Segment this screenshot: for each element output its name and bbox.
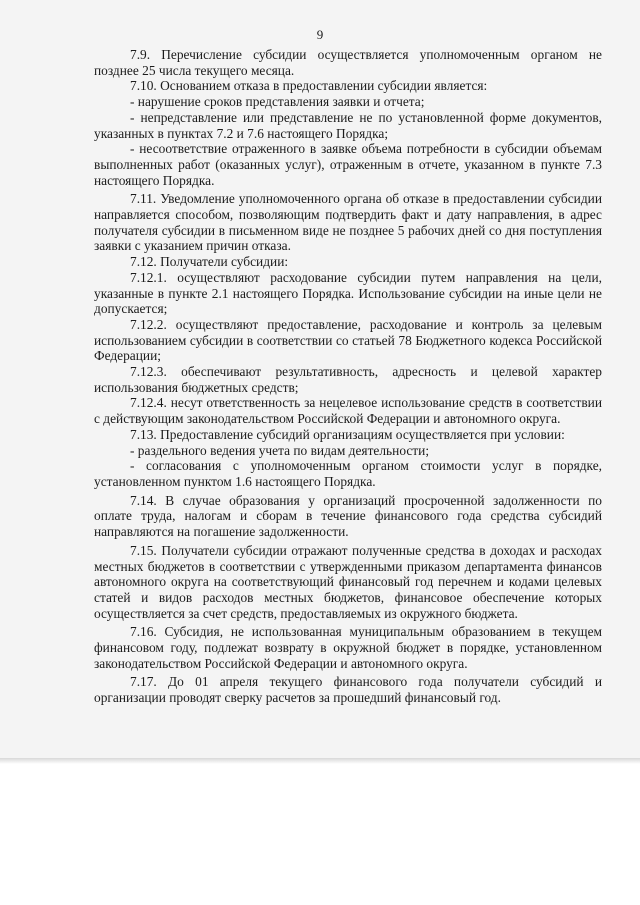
paragraph-7-11: 7.11. Уведомление уполномоченного органа об отказе в предоставлении субсидии направляется способом, позволяющим подтвердить факт и дату направления, в адрес получателя субсидии в письменном виде не позднее 5 рабочих дней со дня поступления заявки с указанием причин отказа.	[94, 191, 602, 254]
paragraph-7-14: 7.14. В случае образования у организаций просроченной задолженности по оплате труда, налогам и сборам в течение финансового года средства субсидий направляются на погашение задолженности.	[94, 492, 602, 540]
paragraph-7-10-item-1: - нарушение сроков представления заявки и отчета;	[130, 94, 425, 110]
document-body	[94, 47, 602, 706]
paragraph-7-16: 7.16. Субсидия, не использованная муниципальным образованием в текущем финансовом году, подлежат возврату в окружной бюджет в порядке, установленном законодательством Российской Федерации и автономного округа.	[94, 624, 602, 671]
paragraph-7-13: 7.13. Предоставление субсидий организациям осуществляется при условии:	[130, 426, 565, 442]
paragraph-7-12-1: 7.12.1. осуществляют расходование субсидии путем направления на цели, указанные в пункте 2.1 настоящего Порядка. Использование субсидии на иные цели не допускается;	[94, 269, 602, 317]
paragraph-7-12: 7.12. Получатели субсидии:	[130, 254, 289, 270]
paragraph-7-13-item-2: - согласования с уполномоченным органом стоимости услуг в порядке, установленном пунктом 1.6 настоящего Порядка.	[94, 458, 602, 489]
paragraph-7-9: 7.9. Перечисление субсидии осуществляется уполномоченным органом не позднее 25 числа текущего месяца.	[94, 47, 602, 78]
paragraph-7-12-4: 7.12.4. несут ответственность за нецелевое использование средств в соответствии с действующим законодательством Российской Федерации и автономного округа.	[94, 395, 602, 427]
paragraph-7-12-3: 7.12.3. обеспечивают результативность, адресность и целевой характер использования бюджетных средств;	[94, 364, 602, 395]
page-number: 9	[316, 27, 324, 42]
paragraph-7-17: 7.17. До 01 апреля текущего финансового года получатели субсидий и организации проводят сверку расчетов за прошедший финансовый год.	[94, 674, 602, 706]
paragraph-7-10-item-3: - несоответствие отраженного в заявке объема потребности в субсидии объемам выполненных работ (оказанных услуг), отраженным в отчете, указанном в пункте 7.3 настоящего Порядка.	[94, 141, 602, 188]
paragraph-7-10-item-2: - непредставление или представление не по установленной форме документов, указанных в пунктах 7.2 и 7.6 настоящего Порядка;	[94, 109, 602, 141]
paragraph-7-13-item-1: - раздельного ведения учета по видам деятельности;	[130, 442, 430, 458]
scan-bottom-edge	[0, 758, 640, 764]
paragraph-7-15: 7.15. Получатели субсидии отражают полученные средства в доходах и расходах местных бюджетов в соответствии с утвержденными приказом департамента финансов автономного округа на соответствующий финансовый год перечнем и кодами целевых статей и видов расходов местных бюджетов, финансовое обеспечение которых осуществляется за счет средств, предоставляемых из окружного бюджета.	[94, 542, 602, 621]
paragraph-7-10: 7.10. Основанием отказа в предоставлении субсидии является:	[130, 78, 488, 94]
paragraph-7-12-2: 7.12.2. осуществляют предоставление, расходование и контроль за целевым использованием субсидии в соответствии со статьей 78 Бюджетного кодекса Российской Федерации;	[94, 316, 602, 364]
